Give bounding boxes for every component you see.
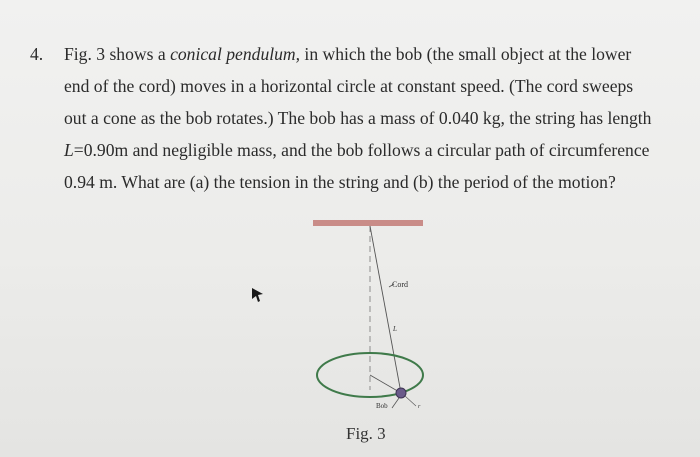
- pendulum-bob: [396, 388, 406, 398]
- problem-number: 4.: [30, 44, 44, 64]
- radius-label: r: [418, 404, 421, 410]
- problem-line-1: Fig. 3 shows a conical pendulum, in which the bob (the small object at the lower: [64, 44, 632, 64]
- problem-line-5: 0.94 m. What are (a) the tension in the string and (b) the period of the motion?: [64, 172, 616, 192]
- length-label: L: [393, 325, 397, 333]
- bob-label: Bob: [376, 402, 388, 410]
- figure-caption: Fig. 3: [346, 424, 386, 443]
- bob-label-leader: [392, 398, 399, 408]
- cord-line: [370, 226, 401, 393]
- mouse-pointer-icon: [251, 287, 265, 303]
- problem-line-4: L=0.90m and negligible mass, and the bob follows a circular path of circumference: [64, 140, 650, 160]
- problem-text: [64, 38, 651, 198]
- conical-pendulum-figure: [300, 210, 450, 450]
- radius-label-leader: [405, 396, 416, 406]
- problem-line-2: end of the cord) moves in a horizontal circle at constant speed. (The cord sweeps: [64, 76, 634, 96]
- problem-line-3: out a cone as the bob rotates.) The bob has a mass of 0.040 kg, the string has length: [64, 108, 652, 128]
- ceiling-support: [313, 220, 423, 226]
- pendulum-diagram: [300, 210, 450, 450]
- cord-label: Cord: [392, 280, 408, 289]
